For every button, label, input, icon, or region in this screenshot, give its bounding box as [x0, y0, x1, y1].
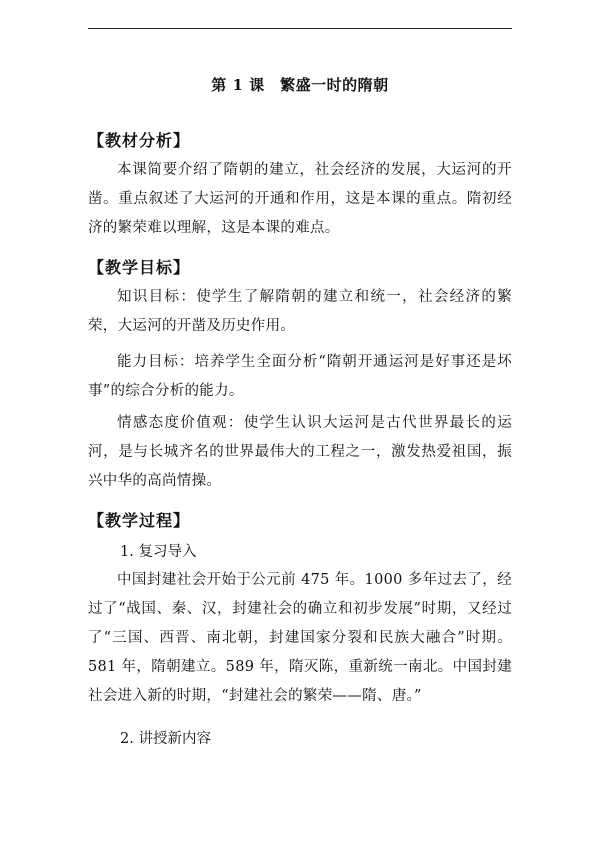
paragraph-ability-goal: 能力目标：培养学生全面分析“隋朝开通运河是好事还是坏事”的综合分析的能力。 — [88, 354, 512, 399]
heading-process: 【教学过程】 — [88, 511, 191, 530]
heading-analysis: 【教材分析】 — [88, 131, 191, 150]
paragraph-analysis: 本课简要介绍了隋朝的建立，社会经济的发展，大运河的开凿。重点叙述了大运河的开通和作用，这是本课的重点。隋初经济的繁荣难以理解，这是本课的难点。 — [88, 162, 512, 236]
paragraph-step1: 中国封建社会开始于公元前 475 年。1000 多年过去了，经过了“战国、秦、汉，封建社会的确立和初步发展”时期，又经过了“三国、西晋、南北朝，封建国家分裂和民族大融合”时期。581 年，隋朝建立。589 年，隋灭陈，重新统一南北。中国封建社会进入新的时期，“封建社会的繁荣——隋、唐。” — [88, 572, 512, 704]
step2-title: 2. 讲授新内容 — [120, 731, 211, 747]
header-rule — [88, 28, 512, 29]
step1-title: 1. 复习导入 — [120, 544, 197, 560]
paragraph-knowledge-goal: 知识目标：使学生了解隋朝的建立和统一，社会经济的繁荣，大运河的开凿及历史作用。 — [88, 289, 512, 334]
paragraph-emotion-goal: 情感态度价值观：使学生认识大运河是古代世界最长的运河，是与长城齐名的世界最伟大的工程之一，激发热爱祖国，振兴中华的高尚情操。 — [88, 415, 512, 489]
lesson-title: 第 1 课 繁盛一时的隋朝 — [211, 76, 389, 94]
heading-goals: 【教学目标】 — [88, 258, 191, 277]
